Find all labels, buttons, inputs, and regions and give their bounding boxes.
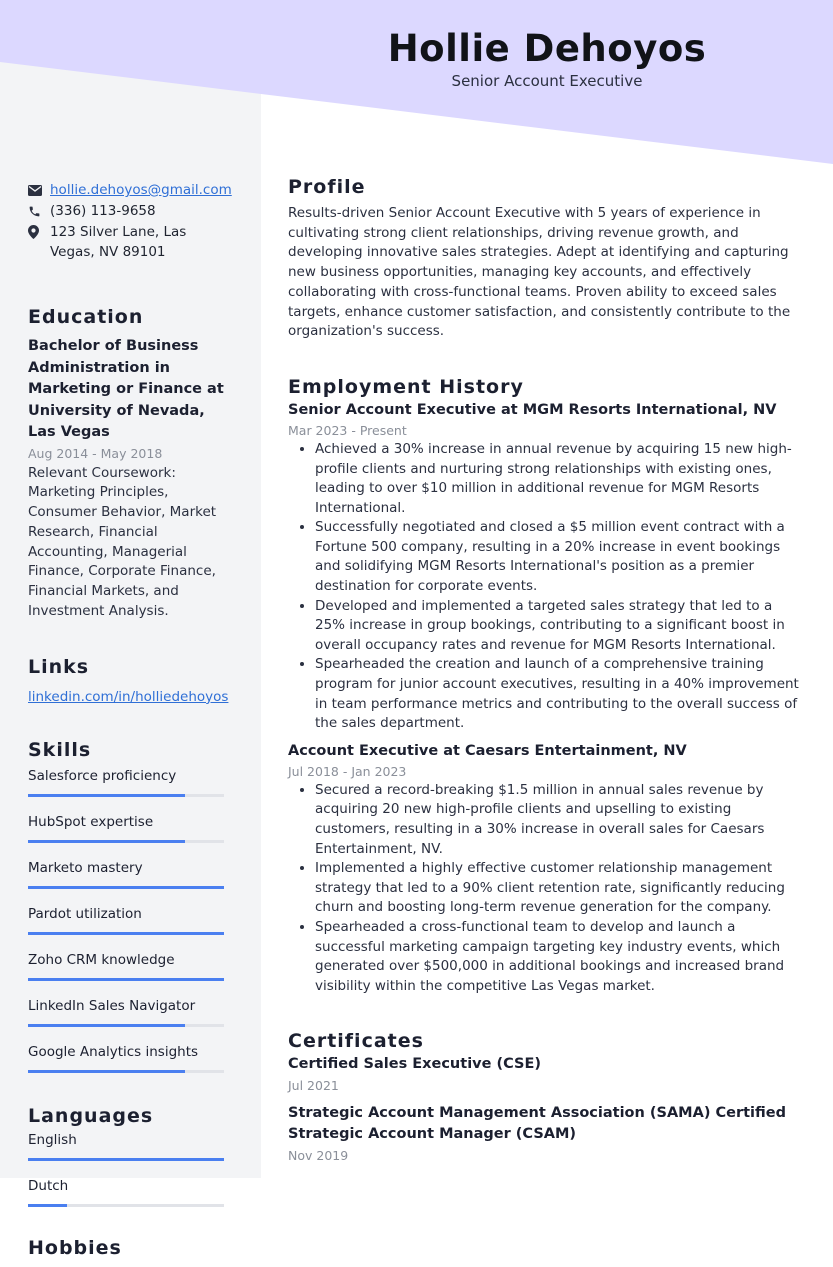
job-title: Senior Account Executive at MGM Resorts International, NV (288, 401, 777, 418)
skill-label: Marketo mastery (28, 859, 143, 876)
contact-address-row (28, 222, 234, 262)
job-dates: Jul 2018 - Jan 2023 (288, 763, 407, 779)
certificates-list (288, 1054, 803, 1165)
language-level-fill (28, 1158, 224, 1161)
skills-heading: Skills (28, 738, 92, 761)
skill-level-bar (28, 1024, 224, 1027)
linkedin-link[interactable]: linkedin.com/in/holliedehoyos (28, 688, 229, 705)
hobbies-heading: Hobbies (28, 1236, 122, 1259)
skill-label: Salesforce proficiency (28, 767, 177, 784)
language-level-fill (28, 1204, 67, 1207)
skill-label: LinkedIn Sales Navigator (28, 997, 196, 1014)
job-bullet: • Successfully negotiated and closed a $5 million event contract with a Fortune 500 company, resulting in a 20% increase in event bookings and solidifying MGM Resorts International's position as a premier destination for corporate events. (315, 518, 803, 596)
skill-level-fill (28, 1024, 185, 1027)
certificate-title: Strategic Account Management Association (SAMA) Certified Strategic Account Manager (CSAM) (288, 1104, 786, 1143)
skill-item (28, 813, 234, 843)
skills-list (28, 767, 234, 1073)
sidebar (28, 180, 234, 1267)
skill-item (28, 1043, 234, 1073)
skill-level-bar (28, 840, 224, 843)
job-title: Account Executive at Caesars Entertainment, NV (288, 742, 687, 759)
skill-label: Google Analytics insights (28, 1043, 199, 1060)
certificates-heading: Certificates (288, 1030, 424, 1053)
skill-item (28, 997, 234, 1027)
profile-heading: Profile (288, 176, 366, 198)
phone-icon (28, 201, 50, 221)
education-coursework: Relevant Coursework: Marketing Principles, Consumer Behavior, Market Research, Financial Accounting, Managerial Finance, Corporate Finance, Financial Markets, and Investment Analysis. (28, 464, 217, 620)
links-section (28, 656, 234, 705)
language-label: Dutch (28, 1177, 69, 1194)
skill-level-fill (28, 840, 185, 843)
job-title-subtitle: Senior Account Executive (451, 72, 643, 90)
phone-number: (336) 113-9658 (50, 203, 156, 219)
job-bullets (288, 440, 803, 734)
contact-block (28, 180, 234, 262)
skill-item (28, 859, 234, 889)
skill-item (28, 905, 234, 935)
education-dates: Aug 2014 - May 2018 (28, 445, 163, 461)
education-heading: Education (28, 306, 144, 328)
job-entry (288, 741, 803, 997)
employment-heading: Employment History (288, 375, 524, 398)
contact-email-row (28, 180, 234, 200)
hobbies-section (28, 1237, 234, 1259)
job-bullet: • Developed and implemented a targeted sales strategy that led to a 25% increase in group bookings, contributing to a significant boost in overall occupancy rates and revenue for MGM Resorts International. (315, 597, 803, 656)
resume-header (261, 26, 833, 90)
skill-item (28, 767, 234, 797)
skill-level-fill (28, 794, 185, 797)
profile-section (288, 176, 803, 342)
job-entry (288, 400, 803, 734)
education-section (28, 306, 234, 622)
employment-section (288, 376, 803, 996)
job-dates: Mar 2023 - Present (288, 422, 407, 438)
languages-list (28, 1131, 234, 1207)
skill-level-bar (28, 794, 224, 797)
map-pin-icon (28, 222, 50, 242)
skills-section (28, 739, 234, 1073)
skill-level-fill (28, 932, 224, 935)
skill-level-bar (28, 886, 224, 889)
certificate-entry (288, 1054, 803, 1095)
skill-label: HubSpot expertise (28, 813, 154, 830)
skill-level-fill (28, 886, 224, 889)
languages-heading: Languages (28, 1104, 154, 1127)
certificates-section (288, 1030, 803, 1165)
envelope-icon (28, 180, 50, 200)
skill-item (28, 951, 234, 981)
language-item (28, 1177, 234, 1207)
languages-section (28, 1105, 234, 1207)
certificate-entry (288, 1103, 803, 1165)
profile-text: Results-driven Senior Account Executive with 5 years of experience in cultivating strong client relationships, driving revenue growth, and developing innovative sales strategies. Adept at identifying and capturing new business opportunities, managing key accounts, and effectively collaborating with cross-functional teams. Proven ability to exceed sales targets, enhance customer satisfaction, and consistently contribute to the organization's success. (288, 205, 791, 340)
skill-level-bar (28, 978, 224, 981)
language-item (28, 1131, 234, 1161)
job-bullets (288, 781, 803, 997)
skill-level-fill (28, 978, 224, 981)
address: 123 Silver Lane, Las Vegas, NV 89101 (50, 224, 187, 260)
job-bullet: • Spearheaded the creation and launch of a comprehensive training program for junior account executives, resulting in a 40% improvement in team performance metrics and contributing to the overall success of the sales department. (315, 655, 803, 733)
jobs-list (288, 400, 803, 996)
language-label: English (28, 1131, 77, 1148)
skill-level-fill (28, 1070, 185, 1073)
language-level-bar (28, 1158, 224, 1161)
job-bullet: • Implemented a highly effective customer relationship management strategy that led to a 90% client retention rate, significantly reducing churn and boosting long-term revenue generation for the company. (315, 859, 803, 918)
skill-label: Zoho CRM knowledge (28, 951, 175, 968)
links-heading: Links (28, 655, 90, 678)
skill-level-bar (28, 932, 224, 935)
job-bullet: • Secured a record-breaking $1.5 million in annual sales revenue by acquiring 20 new high-profile clients and upselling to existing customers, resulting in a 30% increase in overall sales for Caesars Entertainment, NV. (315, 781, 803, 859)
education-degree: Bachelor of Business Administration in Marketing or Finance at University of Nevada, Las Vegas (28, 338, 224, 440)
candidate-name: Hollie Dehoyos (387, 27, 707, 70)
certificate-date: Nov 2019 (288, 1147, 349, 1163)
contact-phone-row (28, 201, 234, 221)
skill-label: Pardot utilization (28, 905, 142, 922)
certificate-title: Certified Sales Executive (CSE) (288, 1056, 542, 1073)
certificate-date: Jul 2021 (288, 1077, 339, 1093)
job-bullet: • Achieved a 30% increase in annual revenue by acquiring 15 new high-profile clients and nurturing strong relationships with existing ones, leading to over $10 million in additional revenue for MGM Resorts International. (315, 440, 803, 518)
job-bullet: • Spearheaded a cross-functional team to develop and launch a successful marketing campaign targeting key industry events, which generated over $500,000 in additional bookings and increased brand visibility within the competitive Las Vegas market. (315, 918, 803, 996)
email-link[interactable]: hollie.dehoyos@gmail.com (50, 182, 232, 198)
main-content (288, 176, 803, 1165)
skill-level-bar (28, 1070, 224, 1073)
language-level-bar (28, 1204, 224, 1207)
